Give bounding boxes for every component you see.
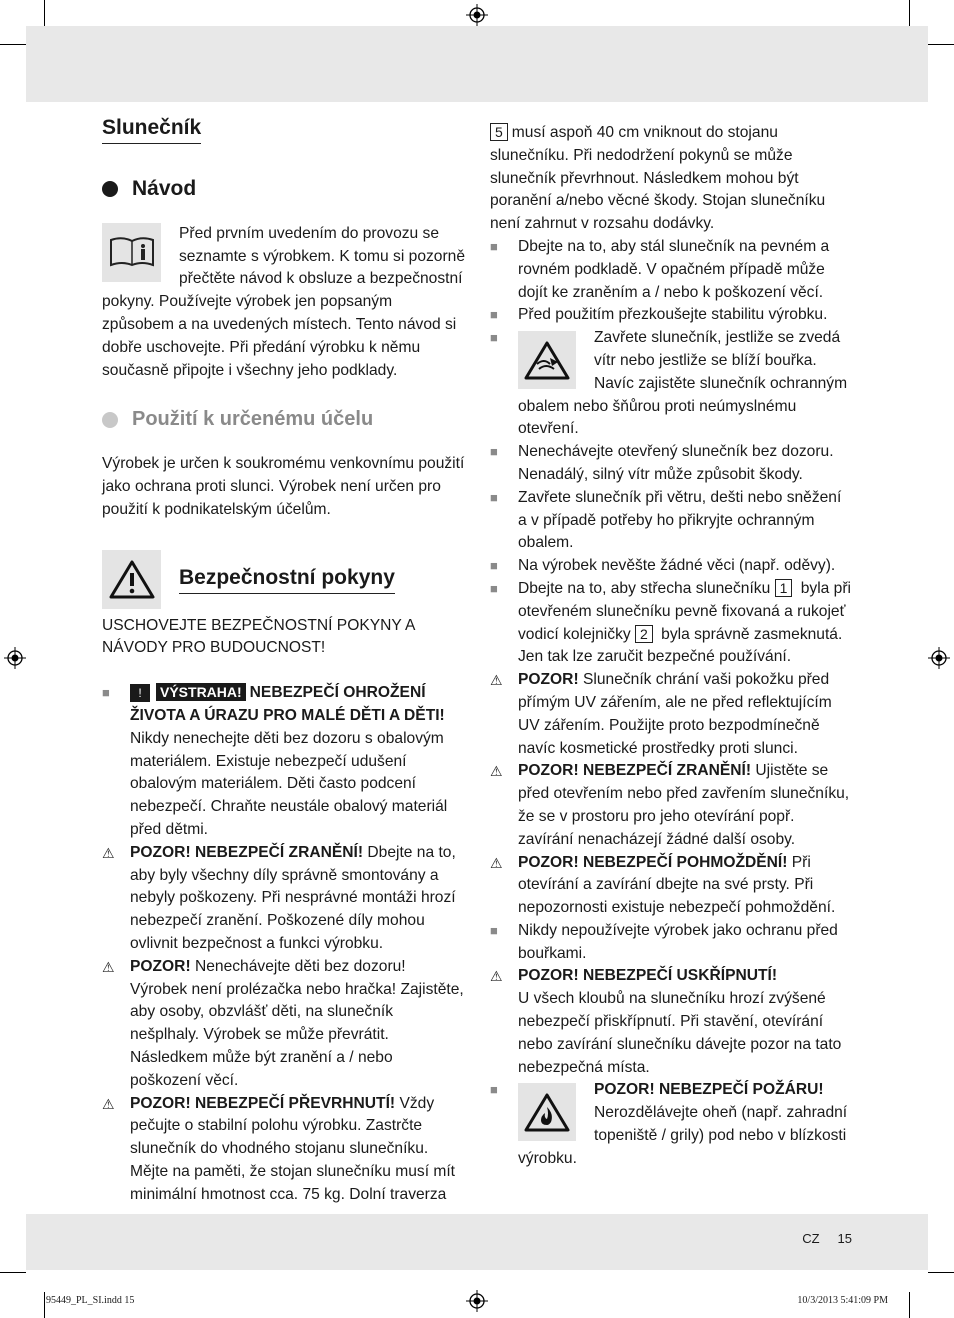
footer-file: 95449_PL_SI.indd 15 bbox=[46, 1295, 135, 1306]
wind-warning-icon bbox=[518, 331, 576, 389]
list-item: ⚠ POZOR! NEBEZPEČÍ POHMOŽDĚNÍ! Při otevírání a zavírání dbejte na své prsty. Při nepozornosti existuje nebezpečí pohmoždění. bbox=[490, 852, 854, 920]
registration-mark-icon bbox=[466, 4, 488, 26]
fire-warning-icon bbox=[518, 1083, 576, 1141]
language-code: CZ bbox=[802, 1231, 820, 1246]
bullet-dot-icon bbox=[102, 181, 118, 197]
list-item: ■ POZOR! NEBEZPEČÍ POŽÁRU! Nerozdělávejte oheň (např. zahradní topeniště / grily) pod nebo v blízkosti výrobku. bbox=[490, 1079, 854, 1170]
caution-triangle-icon: ⚠ bbox=[490, 763, 503, 780]
list-item: ■ Před použitím přezkoušejte stabilitu výrobku. bbox=[490, 304, 854, 327]
list-item: ■ Na výrobek nevěšte žádné věci (např. oděvy). bbox=[490, 555, 854, 578]
square-bullet-icon: ■ bbox=[490, 444, 498, 460]
section-heading-navod: Návod bbox=[102, 178, 466, 201]
left-column bbox=[102, 114, 466, 1206]
warning-bold: NEBEZPEČÍ OHROŽENÍ ŽIVOTA A ÚRAZU PRO MALÉ DĚTI A DĚTI! bbox=[130, 684, 445, 724]
crop-mark bbox=[909, 0, 910, 26]
list-item: ■ Zavřete slunečník při větru, dešti nebo sněžení a v případě potřeby ho přikryjte ochranným obalem. bbox=[490, 487, 854, 555]
warning-small-icon: ! bbox=[130, 684, 150, 702]
square-bullet-icon: ■ bbox=[490, 558, 498, 574]
crop-mark bbox=[928, 1272, 954, 1273]
crop-mark bbox=[0, 44, 26, 45]
header-band bbox=[26, 26, 928, 102]
square-bullet-icon: ■ bbox=[490, 307, 498, 323]
warning-badge: VÝSTRAHA! bbox=[156, 683, 246, 701]
list-item: ⚠ POZOR! NEBEZPEČÍ USKŘÍPNUTÍ! U všech kloubů na slunečníku hrozí zvýšené nebezpečí přiskřípnutí. Při stavění, otevírání nebo zavírání slunečníku dávejte pozor na tato nebezpečná místa. bbox=[490, 965, 854, 1079]
square-bullet-icon: ■ bbox=[490, 330, 498, 346]
caution-triangle-icon: ⚠ bbox=[102, 1095, 115, 1112]
bullet-dot-icon bbox=[102, 412, 118, 428]
square-bullet-icon: ■ bbox=[490, 1082, 498, 1098]
list-item bbox=[102, 682, 466, 842]
list-item: ■ Dbejte na to, aby stál slunečník na pevném a rovném podkladě. V opačném případě může dojít ke zraněním a / nebo k poškození věcí. bbox=[490, 236, 854, 304]
list-item: ⚠ POZOR! NEBEZPEČÍ ZRANĚNÍ! Dbejte na to, aby byly všechny díly správně smontovány a nebyly poškozeny. Při nesprávné montáži hrozí nebezpečí zranění. Poškozené díly mohou ovlivnit bezpečnost a funkci výrobku. bbox=[102, 842, 466, 956]
square-bullet-icon: ■ bbox=[490, 489, 498, 505]
warning-text: Nikdy nenechejte děti bez dozoru s obalovým materiálem. Existuje nebezpečí udušení obalovým materiálem. Děti často podcení nebezpečí. Chraňte neustále obalový materiál před dětmi. bbox=[130, 729, 448, 838]
list-item: ■ Dbejte na to, aby střecha slunečníku 1 byla při otevřeném slunečníku pevně fixovaná a rukojeť vodicí kolejničky 2 byla správně zasmeknutá. Jen tak lze zaručit bezpečné používání. bbox=[490, 578, 854, 669]
safety-heading: Bezpečnostní pokyny bbox=[179, 564, 395, 594]
caution-triangle-icon: ⚠ bbox=[490, 968, 503, 985]
warning-triangle-icon bbox=[102, 550, 161, 609]
page-number-value: 15 bbox=[837, 1231, 852, 1246]
right-column bbox=[490, 122, 854, 1171]
registration-mark-icon bbox=[466, 1290, 488, 1312]
manual-info-icon bbox=[102, 223, 161, 282]
list-item: ⚠ POZOR! Slunečník chrání vaši pokožku před přímým UV zářením, ale ne před reflektujícím UV zářením. Použijte proto bezpodmínečně navíc kosmetické prostředky proti slunci. bbox=[490, 669, 854, 760]
crop-mark bbox=[44, 1292, 45, 1318]
caution-triangle-icon: ⚠ bbox=[490, 854, 503, 871]
crop-mark bbox=[928, 44, 954, 45]
part-number: 5 bbox=[490, 123, 508, 141]
navod-text: Před prvním uvedením do provozu se seznamte s výrobkem. K tomu si pozorně přečtěte návod k obsluze a bezpečnostní pokyny. Používejte výrobek jen popsaným způsobem a na uvedených místech. Tento návod si dobře uschovejte. Při předání výrobku k němu současně připojte i všechny jeho podklady. bbox=[102, 224, 466, 379]
list-item: ⚠ POZOR! Nenechávejte děti bez dozoru! Výrobek není prolézačka nebo hračka! Zajistěte, aby osoby, obzvlášť děti, na slunečník nešplhaly. Výrobek se může převrátit. Následkem může být zranění a / nebo poškození věcí. bbox=[102, 956, 466, 1093]
square-bullet-icon: ■ bbox=[102, 685, 110, 701]
list-item: ■ Zavřete slunečník, jestliže se zvedá vítr nebo jestliže se blíží bouřka. Navíc zajistěte slunečník ochranným obalem nebo šňůrou proti neúmyslnému otevření. bbox=[490, 327, 854, 441]
list-item: ⚠ POZOR! NEBEZPEČÍ PŘEVRHNUTÍ! Vždy pečujte o stabilní polohu výrobku. Zastrčte slunečník do vhodného stojanu slunečníku. Mějte na paměti, že stojan slunečníku musí mít minimální hmotnost cca. 75 kg. Dolní traverza bbox=[102, 1093, 466, 1207]
section-heading-use: Použití k určenému účelu bbox=[102, 408, 466, 431]
list-item: ■ Nikdy nepoužívejte výrobek jako ochranu před bouřkami. bbox=[490, 920, 854, 966]
page-number bbox=[784, 1231, 852, 1246]
square-bullet-icon: ■ bbox=[490, 238, 498, 254]
keep-instructions: USCHOVEJTE BEZPEČNOSTNÍ POKYNY A NÁVODY PRO BUDOUCNOST! bbox=[102, 616, 415, 657]
crop-mark bbox=[0, 1272, 26, 1273]
list-item: ■ Nenechávejte otevřený slunečník bez dozoru. Nenadálý, silný vítr může způsobit škody. bbox=[490, 441, 854, 487]
crop-mark bbox=[909, 1292, 910, 1318]
list-item: 5 musí aspoň 40 cm vniknout do stojanu slunečníku. Při nedodržení pokynů se může slunečník převrhnout. Následkem mohou být poranění a/nebo věcné škody. Stojan slunečníku není zahrnut v rozsahu dodávky. bbox=[490, 124, 826, 233]
safety-heading-row bbox=[102, 550, 466, 609]
part-number: 1 bbox=[775, 579, 793, 597]
part-number: 2 bbox=[635, 625, 653, 643]
caution-triangle-icon: ⚠ bbox=[102, 844, 115, 861]
crop-mark bbox=[44, 0, 45, 26]
registration-mark-icon bbox=[928, 647, 950, 669]
caution-triangle-icon: ⚠ bbox=[490, 672, 503, 689]
caution-triangle-icon: ⚠ bbox=[102, 958, 115, 975]
square-bullet-icon: ■ bbox=[490, 922, 498, 938]
page-title: Slunečník bbox=[102, 114, 201, 144]
square-bullet-icon: ■ bbox=[490, 580, 498, 596]
registration-mark-icon bbox=[4, 647, 26, 669]
use-text: Výrobek je určen k soukromému venkovnímu použití jako ochrana proti slunci. Výrobek není určen pro použití k podnikatelským účelům. bbox=[102, 455, 465, 518]
list-item: ⚠ POZOR! NEBEZPEČÍ ZRANĚNÍ! Ujistěte se před otevřením nebo před zavřením slunečníku, že se v prostoru pro jeho otevírání popř. zavírání nenacházejí žádné další osoby. bbox=[490, 760, 854, 851]
footer-date: 10/3/2013 5:41:09 PM bbox=[797, 1295, 888, 1306]
